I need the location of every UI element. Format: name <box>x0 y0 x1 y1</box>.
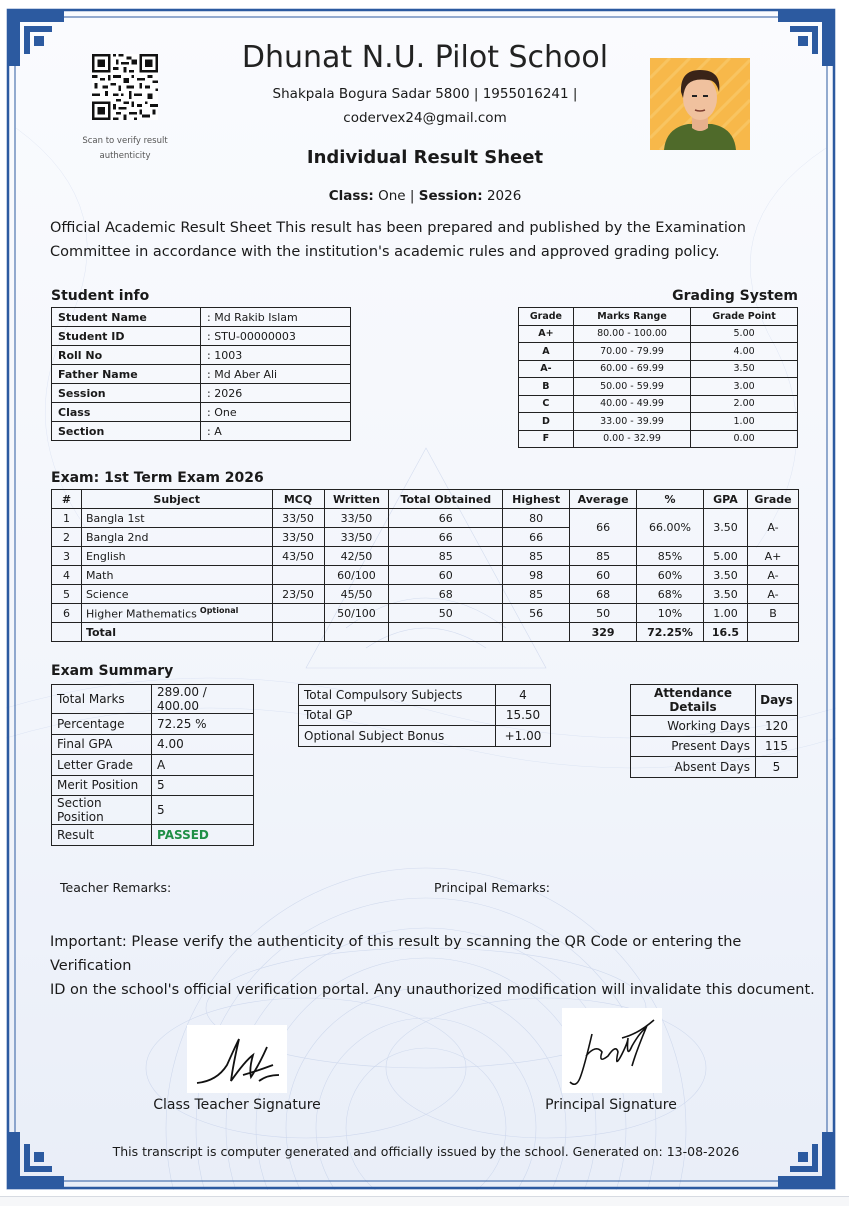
exam-empty-cell <box>389 623 503 642</box>
summary-row <box>52 796 254 825</box>
exam-header: Subject <box>81 490 272 509</box>
summary-value: A <box>152 755 254 776</box>
exam-written: 33/50 <box>324 528 389 547</box>
student-info-row <box>52 327 351 346</box>
summary-value: 4.00 <box>152 734 254 755</box>
exam-row-number: 1 <box>52 509 82 528</box>
exam-empty-cell <box>324 623 389 642</box>
grading-cell: A+ <box>519 325 574 343</box>
summary-value: 5 <box>152 796 254 825</box>
summary-label: Final GPA <box>52 734 152 755</box>
exam-row <box>52 547 799 566</box>
exam-row <box>52 566 799 585</box>
grading-cell: 80.00 - 100.00 <box>573 325 690 343</box>
exam-subject-name: Higher Mathematics <box>85 607 197 621</box>
student-info-row <box>52 346 351 365</box>
summary-value: 15.50 <box>496 705 551 726</box>
exam-merged-grade: A- <box>747 509 798 547</box>
grading-cell: B <box>519 378 574 396</box>
exam-total-label: Total <box>81 623 272 642</box>
summary-label: Merit Position <box>52 775 152 796</box>
exam-subject-name: Science <box>85 587 129 601</box>
exam-summary-title: Exam Summary <box>51 663 174 679</box>
exam-row-number: 2 <box>52 528 82 547</box>
important-notice <box>50 930 820 1002</box>
exam-subject-name: Bangla 2nd <box>85 530 149 544</box>
attendance-value: 115 <box>756 736 798 757</box>
student-info-label: Student ID <box>52 327 201 346</box>
exam-total-row <box>52 623 799 642</box>
grading-row <box>519 325 798 343</box>
exam-total-obtained: 85 <box>389 547 503 566</box>
student-info-value: : STU-00000003 <box>201 327 351 346</box>
exam-header: Total Obtained <box>389 490 503 509</box>
exam-total-obtained: 60 <box>389 566 503 585</box>
sheet-title: Individual Result Sheet <box>306 147 544 168</box>
student-info-value: : One <box>201 403 351 422</box>
student-info-row <box>52 365 351 384</box>
grading-row <box>519 395 798 413</box>
exam-subject-cell <box>81 528 272 547</box>
grading-cell: 2.00 <box>691 395 798 413</box>
intro-line: Committee in accordance with the institution's academic rules and approved grading policy. <box>50 244 720 260</box>
grading-row <box>519 378 798 396</box>
exam-subject-cell <box>81 604 272 623</box>
exam-empty-cell <box>503 623 570 642</box>
student-info-label: Class <box>52 403 201 422</box>
student-photo <box>650 58 750 150</box>
exam-total-gpa: 16.5 <box>703 623 747 642</box>
important-line: Important: Please verify the authenticity of this result by scanning the QR Code or entering the Verification <box>50 934 742 974</box>
attendance-value: 5 <box>756 757 798 778</box>
session-value: 2026 <box>486 188 522 204</box>
exam-average: 85 <box>570 547 637 566</box>
exam-written: 60/100 <box>324 566 389 585</box>
exam-average: 60 <box>570 566 637 585</box>
exam-grade: A+ <box>747 547 798 566</box>
exam-total-average: 329 <box>570 623 637 642</box>
school-name: Dhunat N.U. Pilot School <box>241 40 609 75</box>
grading-cell: 5.00 <box>691 325 798 343</box>
exam-grade: B <box>747 604 798 623</box>
student-info-row <box>52 384 351 403</box>
exam-header: Written <box>324 490 389 509</box>
exam-header: # <box>52 490 82 509</box>
exam-gpa: 3.50 <box>703 585 747 604</box>
student-info-value: : 2026 <box>201 384 351 403</box>
grading-cell: A- <box>519 360 574 378</box>
student-info-title: Student info <box>51 288 150 304</box>
qr-caption <box>66 134 184 164</box>
grading-cell: 4.00 <box>691 343 798 361</box>
summary-label: Optional Subject Bonus <box>299 726 496 747</box>
grading-cell: 0.00 - 32.99 <box>573 430 690 448</box>
exam-title: Exam: 1st Term Exam 2026 <box>51 470 264 486</box>
exam-total-percent: 72.25% <box>637 623 704 642</box>
summary-value: 289.00 / 400.00 <box>152 685 254 714</box>
exam-row <box>52 509 799 528</box>
result-sheet <box>6 8 836 1190</box>
summary-row <box>52 825 254 846</box>
exam-highest: 85 <box>503 547 570 566</box>
teacher-remarks-label: Teacher Remarks: <box>60 880 172 895</box>
session-label: Session: <box>418 188 483 204</box>
exam-total-obtained: 66 <box>389 528 503 547</box>
exam-subject-name: Bangla 1st <box>85 511 145 525</box>
student-info-row <box>52 403 351 422</box>
exam-subject-cell <box>81 566 272 585</box>
exam-header: GPA <box>703 490 747 509</box>
exam-highest: 80 <box>503 509 570 528</box>
qr-code[interactable] <box>92 54 158 120</box>
grading-row <box>519 413 798 431</box>
student-info-value: : Md Rakib Islam <box>201 308 351 327</box>
student-info-table <box>51 307 351 441</box>
exam-header: % <box>637 490 704 509</box>
summary-value: 5 <box>152 775 254 796</box>
school-address: Shakpala Bogura Sadar 5800 | 1955016241 | <box>272 86 578 102</box>
summary-row <box>52 685 254 714</box>
grading-system-table <box>518 307 798 448</box>
exam-row-number: 4 <box>52 566 82 585</box>
footer-note: This transcript is computer generated and officially issued by the school. Generated on: 13-08-2026 <box>112 1144 740 1159</box>
attendance-value: 120 <box>756 716 798 737</box>
class-label: Class: <box>328 188 374 204</box>
grading-cell: 3.50 <box>691 360 798 378</box>
grading-cell: 33.00 - 39.99 <box>573 413 690 431</box>
grading-cell: 40.00 - 49.99 <box>573 395 690 413</box>
exam-written: 45/50 <box>324 585 389 604</box>
exam-header: MCQ <box>272 490 324 509</box>
grading-cell: F <box>519 430 574 448</box>
exam-row-number: 6 <box>52 604 82 623</box>
attendance-header: Attendance Details <box>631 685 756 716</box>
school-email: codervex24@gmail.com <box>343 110 507 126</box>
summary-label: Total Compulsory Subjects <box>299 685 496 706</box>
principal-remarks-label: Principal Remarks: <box>434 880 550 895</box>
grading-row <box>519 343 798 361</box>
exam-grade: A- <box>747 566 798 585</box>
exam-mcq <box>272 566 324 585</box>
attendance-row <box>631 757 798 778</box>
exam-mcq: 33/50 <box>272 528 324 547</box>
grading-cell: A <box>519 343 574 361</box>
exam-written: 33/50 <box>324 509 389 528</box>
exam-subject-cell <box>81 509 272 528</box>
qr-caption-line: authenticity <box>99 151 151 161</box>
optional-tag: Optional <box>199 605 239 615</box>
grading-row <box>519 360 798 378</box>
grading-cell: 60.00 - 69.99 <box>573 360 690 378</box>
exam-total-obtained: 68 <box>389 585 503 604</box>
exam-row-number: 5 <box>52 585 82 604</box>
summary-row <box>52 755 254 776</box>
class-teacher-signature-label: Class Teacher Signature <box>153 1097 321 1113</box>
grading-cell: 50.00 - 59.99 <box>573 378 690 396</box>
grading-header: Marks Range <box>573 308 690 326</box>
summary-row <box>52 775 254 796</box>
attendance-header-row <box>631 685 798 716</box>
exam-mcq: 23/50 <box>272 585 324 604</box>
grading-cell: 3.00 <box>691 378 798 396</box>
student-info-value: : A <box>201 422 351 441</box>
exam-grade: A- <box>747 585 798 604</box>
summary-label: Section Position <box>52 796 152 825</box>
exam-header: Average <box>570 490 637 509</box>
exam-empty-cell <box>747 623 798 642</box>
exam-mcq <box>272 604 324 623</box>
exam-mcq: 33/50 <box>272 509 324 528</box>
exam-subject-name: Math <box>85 568 114 582</box>
exam-total-obtained: 50 <box>389 604 503 623</box>
student-info-label: Section <box>52 422 201 441</box>
summary-row <box>299 726 551 747</box>
attendance-row <box>631 736 798 757</box>
attendance-label: Absent Days <box>631 757 756 778</box>
intro-paragraph <box>50 216 810 264</box>
summary-value: 4 <box>496 685 551 706</box>
student-info-label: Roll No <box>52 346 201 365</box>
exam-row <box>52 604 799 623</box>
summary-row <box>299 705 551 726</box>
grading-row <box>519 430 798 448</box>
grading-header: Grade Point <box>691 308 798 326</box>
class-value: One <box>378 188 406 204</box>
result-status: PASSED <box>152 825 254 846</box>
exam-written: 42/50 <box>324 547 389 566</box>
exam-subject-cell <box>81 585 272 604</box>
grading-header: Grade <box>519 308 574 326</box>
student-info-row <box>52 308 351 327</box>
exam-percent: 10% <box>637 604 704 623</box>
exam-empty-cell <box>52 623 82 642</box>
exam-percent: 60% <box>637 566 704 585</box>
exam-result-table <box>51 489 799 642</box>
summary-middle-table <box>298 684 551 747</box>
exam-subject-cell <box>81 547 272 566</box>
exam-gpa: 5.00 <box>703 547 747 566</box>
class-session-line <box>176 188 674 204</box>
principal-signature-image <box>562 1008 662 1093</box>
exam-percent: 85% <box>637 547 704 566</box>
principal-signature-label: Principal Signature <box>545 1097 677 1113</box>
exam-highest: 66 <box>503 528 570 547</box>
attendance-row <box>631 716 798 737</box>
grading-cell: C <box>519 395 574 413</box>
student-info-value: : 1003 <box>201 346 351 365</box>
grading-cell: D <box>519 413 574 431</box>
exam-subject-name: English <box>85 549 126 563</box>
intro-line: Official Academic Result Sheet This result has been prepared and published by the Examination <box>50 220 746 236</box>
student-info-row <box>52 422 351 441</box>
exam-empty-cell <box>272 623 324 642</box>
exam-percent: 68% <box>637 585 704 604</box>
exam-header: Highest <box>503 490 570 509</box>
grading-cell: 1.00 <box>691 413 798 431</box>
grading-cell: 0.00 <box>691 430 798 448</box>
important-line: ID on the school's official verification portal. Any unauthorized modification will invalidate this document. <box>50 982 815 998</box>
summary-label: Total GP <box>299 705 496 726</box>
student-info-label: Father Name <box>52 365 201 384</box>
exam-merged-pct: 66.00% <box>637 509 704 547</box>
summary-label: Letter Grade <box>52 755 152 776</box>
summary-left-table <box>51 684 254 846</box>
class-teacher-signature-image <box>187 1025 287 1093</box>
exam-row-number: 3 <box>52 547 82 566</box>
exam-gpa: 3.50 <box>703 566 747 585</box>
exam-gpa: 1.00 <box>703 604 747 623</box>
summary-label: Percentage <box>52 714 152 735</box>
attendance-label: Working Days <box>631 716 756 737</box>
exam-merged-average: 66 <box>570 509 637 547</box>
separator: | <box>409 188 415 204</box>
attendance-table <box>630 684 798 778</box>
grading-system-title: Grading System <box>672 288 798 304</box>
attendance-days-header: Days <box>756 685 798 716</box>
exam-highest: 56 <box>503 604 570 623</box>
exam-written: 50/100 <box>324 604 389 623</box>
summary-value: +1.00 <box>496 726 551 747</box>
summary-row <box>299 685 551 706</box>
exam-average: 50 <box>570 604 637 623</box>
exam-highest: 98 <box>503 566 570 585</box>
summary-label: Result <box>52 825 152 846</box>
exam-total-obtained: 66 <box>389 509 503 528</box>
student-info-value: : Md Aber Ali <box>201 365 351 384</box>
exam-row <box>52 585 799 604</box>
exam-average: 68 <box>570 585 637 604</box>
student-info-label: Student Name <box>52 308 201 327</box>
summary-row <box>52 714 254 735</box>
exam-header: Grade <box>747 490 798 509</box>
qr-caption-line: Scan to verify result <box>82 136 168 146</box>
summary-value: 72.25 % <box>152 714 254 735</box>
grading-cell: 70.00 - 79.99 <box>573 343 690 361</box>
student-info-label: Session <box>52 384 201 403</box>
attendance-label: Present Days <box>631 736 756 757</box>
exam-merged-gpa: 3.50 <box>703 509 747 547</box>
exam-highest: 85 <box>503 585 570 604</box>
exam-mcq: 43/50 <box>272 547 324 566</box>
summary-row <box>52 734 254 755</box>
summary-label: Total Marks <box>52 685 152 714</box>
